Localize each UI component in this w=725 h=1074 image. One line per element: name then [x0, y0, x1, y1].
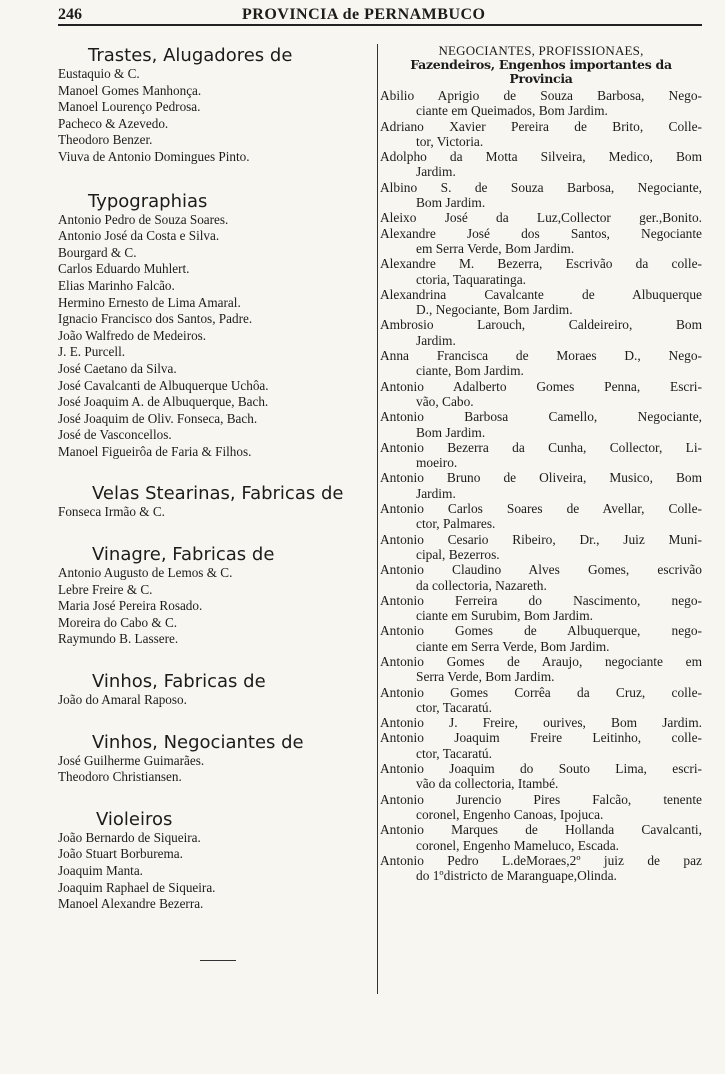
list-item: Antonio Barbosa Camello, Negociante, Bom Jardim. — [380, 409, 702, 440]
right-entry-list — [380, 88, 702, 883]
list-item: Manoel Lourenço Pedrosa. — [58, 99, 201, 115]
list-item: Antonio Pedro L.deMoraes,2º juiz de paz do 1ºdistricto de Maranguape,Olinda. — [380, 852, 702, 884]
list-item: Antonio Ferreira do Nascimento, nego- ciante em Surubim, Bom Jardim. — [380, 592, 702, 624]
list-item: Adolpho da Motta Silveira, Medico, Bom Jardim. — [380, 149, 702, 180]
list-item: Maria José Pereira Rosado. — [58, 598, 203, 614]
list-item: Carlos Eduardo Muhlert. — [58, 261, 190, 277]
section-title: Vinhos, Fabricas de — [92, 671, 266, 693]
section-typographias — [58, 192, 376, 461]
section-vinhos-fabricas — [58, 672, 376, 709]
list-item: Antonio Pedro de Souza Soares. — [58, 211, 229, 227]
list-item: José de Vasconcellos. — [58, 427, 172, 443]
list-item: Antonio Gomes de Albuquerque, nego- ciante em Serra Verde, Bom Jardim. — [380, 623, 702, 654]
list-item: Pacheco & Azevedo. — [58, 115, 169, 131]
right-subheading: Fazendeiros, Engenhos importantes da Provincia — [410, 57, 672, 86]
list-item: J. E. Purcell. — [58, 344, 126, 360]
list-item: Adriano Xavier Pereira de Brito, Colle- tor, Victoria. — [380, 118, 702, 149]
list-item: Antonio Carlos Soares de Avellar, Colle- ctor, Palmares. — [380, 501, 702, 532]
list-item: Albino S. de Souza Barbosa, Negociante, Bom Jardim. — [380, 179, 702, 211]
list-item: José Caetano da Silva. — [58, 360, 177, 376]
list-item: Antonio Adalberto Gomes Penna, Escri- vão, Cabo. — [380, 378, 702, 409]
list-item: Bourgard & C. — [58, 244, 137, 260]
list-item: José Joaquim de Oliv. Fonseca, Bach. — [58, 410, 258, 426]
list-item: Antonio J. Freire, ourives, Bom Jardim. — [380, 715, 702, 731]
section-vinagre — [58, 545, 376, 648]
section-end-rule — [200, 960, 236, 961]
header-rule — [58, 24, 702, 26]
section-violeiros — [58, 810, 376, 913]
running-title: PROVINCIA de PERNAMBUCO — [242, 6, 486, 23]
entry-list — [58, 692, 376, 709]
right-column — [380, 44, 702, 883]
list-item: Antonio Bezerra da Cunha, Collector, Li- moeiro. — [380, 439, 702, 471]
list-item: Ignacio Francisco dos Santos, Padre. — [58, 311, 253, 327]
list-item: Antonio Joaquim do Souto Lima, escri- vão da collectoria, Itambé. — [380, 761, 702, 792]
list-item: Alexandre M. Bezerra, Escrivão da colle- ctoria, Taquaratinga. — [380, 256, 702, 287]
list-item: Antonio Marques de Hollanda Cavalcanti, coronel, Engenho Mameluco, Escada. — [380, 822, 702, 853]
list-item: Lebre Freire & C. — [58, 581, 153, 597]
list-item: Antonio José da Costa e Silva. — [58, 228, 220, 244]
list-item: Abilio Aprigio de Souza Barbosa, Nego- ciante em Queimados, Bom Jardim. — [380, 88, 702, 119]
list-item: João Walfredo de Medeiros. — [58, 327, 207, 343]
section-title: Vinhos, Negociantes de — [92, 731, 304, 753]
list-item: Antonio Gomes Corrêa da Cruz, colle- ctor, Tacaratú. — [380, 684, 702, 715]
section-title: Violeiros — [96, 808, 173, 830]
list-item: José Joaquim A. de Albuquerque, Bach. — [58, 394, 269, 410]
entry-list — [58, 753, 376, 786]
list-item: Anna Francisca de Moraes D., Nego- ciante, Bom Jardim. — [380, 348, 702, 379]
list-item: Alexandre José dos Santos, Negociante em Serra Verde, Bom Jardim. — [380, 225, 702, 256]
list-item: Hermino Ernesto de Lima Amaral. — [58, 294, 241, 310]
list-item: Manoel Alexandre Bezerra. — [58, 896, 204, 912]
section-title: Trastes, Alugadores de — [88, 45, 293, 66]
list-item: Antonio Joaquim Freire Leitinho, colle- ctor, Tacaratú. — [380, 730, 702, 761]
entry-list — [58, 565, 376, 648]
list-item: Manoel Figueirôa de Faria & Filhos. — [58, 443, 252, 459]
page-header — [58, 4, 702, 26]
section-title: Vinagre, Fabricas de — [92, 544, 275, 566]
entry-list — [58, 830, 376, 913]
list-item: Antonio Cesario Ribeiro, Dr., Juiz Muni- cipal, Bezerros. — [380, 531, 702, 562]
section-velas — [58, 484, 376, 521]
entry-list — [58, 212, 376, 461]
list-item: Aleixo José da Luz,Collector ger.,Bonito. — [380, 210, 702, 226]
list-item: Alexandrina Cavalcante de Albuquerque D., Negociante, Bom Jardim. — [380, 286, 702, 318]
list-item: José Cavalcanti de Albuquerque Uchôa. — [58, 377, 269, 393]
list-item: Elias Marinho Falcão. — [58, 277, 175, 293]
section-vinhos-negociantes — [58, 733, 376, 786]
list-item: Antonio Claudino Alves Gomes, escrivão da collectoria, Nazareth. — [380, 562, 702, 593]
list-item: Antonio Augusto de Lemos & C. — [58, 565, 233, 581]
list-item: Antonio Jurencio Pires Falcão, tenente coronel, Engenho Canoas, Ipojuca. — [380, 791, 702, 822]
list-item: Manoel Gomes Manhonça. — [58, 82, 202, 98]
page-number: 246 — [58, 6, 82, 23]
list-item: Raymundo B. Lassere. — [58, 631, 179, 647]
list-item: João Stuart Borburema. — [58, 846, 183, 862]
column-divider — [377, 44, 378, 994]
list-item: Joaquim Manta. — [58, 863, 143, 878]
section-title: Velas Stearinas, Fabricas de — [92, 483, 344, 505]
entry-list — [58, 66, 376, 166]
list-item: João do Amaral Raposo. — [58, 692, 187, 708]
entry-list — [58, 504, 376, 521]
list-item: Theodoro Benzer. — [58, 132, 153, 148]
list-item: Fonseca Irmão & C. — [58, 504, 165, 520]
list-item: Theodoro Christiansen. — [58, 769, 182, 785]
section-title: Typographias — [88, 190, 208, 212]
right-heading: NEGOCIANTES, PROFISSIONAES, — [438, 43, 644, 58]
list-item: João Bernardo de Siqueira. — [58, 829, 201, 845]
list-item: Eustaquio & C. — [58, 66, 140, 81]
list-item: Joaquim Raphael de Siqueira. — [58, 879, 216, 895]
list-item: Antonio Gomes de Araujo, negociante em Serra Verde, Bom Jardim. — [380, 653, 702, 685]
list-item: Viuva de Antonio Domingues Pinto. — [58, 148, 250, 164]
list-item: Antonio Bruno de Oliveira, Musico, Bom Jardim. — [380, 470, 702, 501]
list-item: José Guilherme Guimarães. — [58, 752, 205, 768]
list-item: Ambrosio Larouch, Caldeireiro, Bom Jardim. — [380, 317, 702, 348]
left-column — [58, 46, 376, 913]
list-item: Moreira do Cabo & C. — [58, 614, 178, 630]
section-trastes — [58, 46, 376, 166]
